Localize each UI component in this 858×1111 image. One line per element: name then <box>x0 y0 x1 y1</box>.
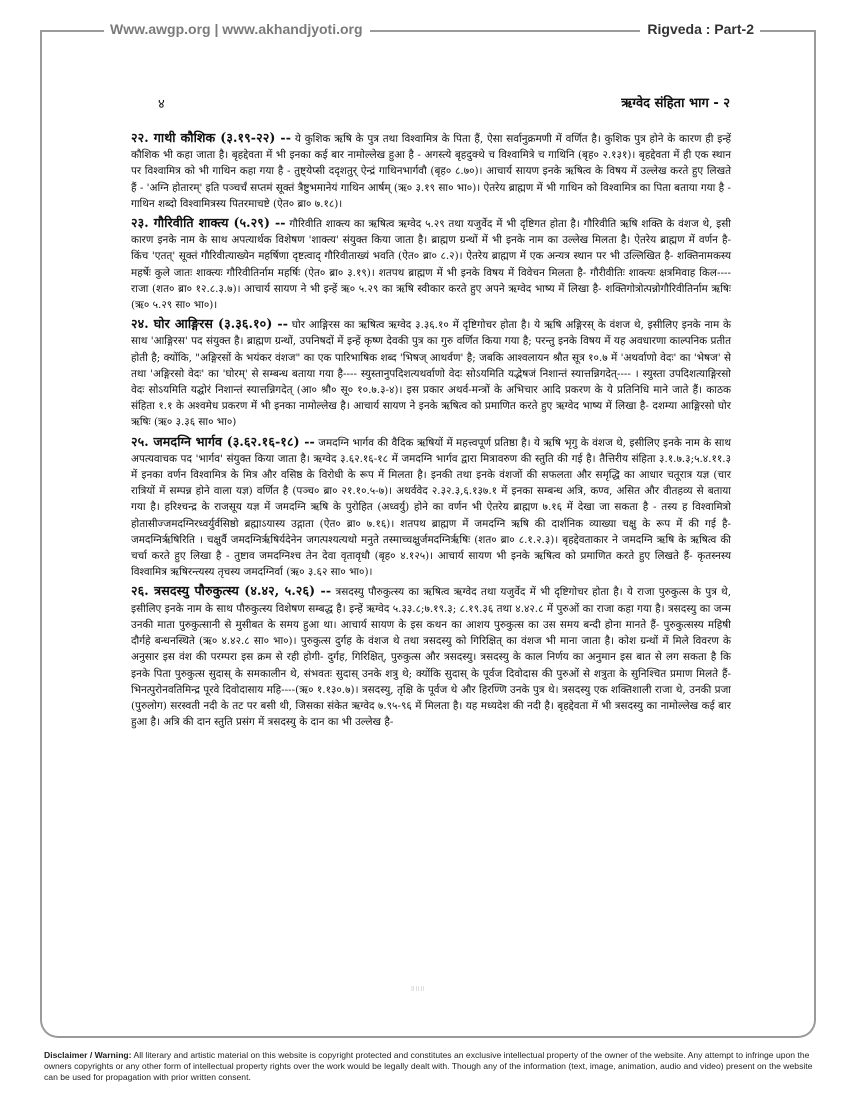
entry-ghora-angirasa <box>131 316 731 430</box>
entry-jamadagni-bhargava <box>131 434 731 581</box>
entry-heading: २३. गौरिवीति शाक्त्य (५.२९) -- <box>131 215 286 231</box>
faint-scan-mark: ॥॥॥ <box>410 984 425 993</box>
entry-gathi-kaushika <box>131 130 731 212</box>
entry-heading: २६. त्रसदस्यु पौरुकुत्स्य (४.४२, ५.२६) -- <box>131 583 332 599</box>
running-head: ऋग्वेद संहिता भाग - २ <box>621 96 730 111</box>
site-links[interactable]: Www.awgp.org | www.akhandjyoti.org <box>104 21 369 37</box>
entry-body: ये कुशिक ऋषि के पुत्र तथा विश्वामित्र के पिता हैं, ऐसा सर्वानुक्रमणी में वर्णित है। कुशिक पुत्र होने के कारण ही इन्हें कौशिक भी कहा जाता है। बृहद्देवता में भी इनका कई बार नामोल्लेख हुआ है - अगस्त्ये बृहदुक्थे च विश्वामित्रे च गाथिनि (बृह० २.१३१)। बृहद्देवता में ही एक स्थान पर विश्वामित्र को भी गाथिन कहा गया है - तुष्ट्येप्सी ददृशतुर् ऐन्द्रं गाथिनभार्गवौ (बृह० ८.७०)। आचार्य सायण इनके ऋषित्व के विषय में उल्लेख करते हुए लिखते हैं - 'अग्नि होतारम्' इति पञ्चर्चं सप्तमं सूक्तं त्रैष्टुभमानेयं गाथिन आर्षम् (ऋ० ३.१९ सा० भा०)। ऐतरेय ब्राह्मण में भी गाथिन को विश्वामित्र का पिता बताया गया है - गाथिन शब्दो विश्वामित्रस्य पितरमाचष्टे (ऐत० ब्रा० ७.१८)। <box>131 133 731 210</box>
page-number: ४ <box>158 97 165 112</box>
entry-body: त्रसदस्यु पौरुकुत्स्य का ऋषित्व ऋग्वेद तथा यजुर्वेद में भी दृष्टिगोचर होता है। ये राजा पुरुकुत्स के पुत्र थे, इसीलिए इनके नाम के साथ पौरुकुत्स्य विशेषण सम्बद्ध है। इन्हें ऋग्वेद ५.३३.८;७.१९.३; ८.१९.३६ तथा ४.४२.८ में पुरुओं का राजा कहा गया है। त्रसदस्यु का जन्म उनकी माता पुरुकुत्सानी से मुसीबत के समय हुआ था। आचार्य सायण के इस कथन का आशय पुरुकुत्स का उस समय बन्दी होना मानते हैं- पुरुकुत्सस्य महिषी दौर्गहे बन्धनस्थिते (ऋ० ४.४२.८ सा० भा०)। पुरुकुत्स दुर्गह के वंशज थे तथा त्रसदस्यु को गिरिक्षित् का वंशज भी माना जाता है। कोश ग्रन्थों में मिले विवरण के अनुसार इस वंश की परम्परा इस क्रम से रही होगी- दुर्गह, गिरिक्षित्, पुरुकुत्स और त्रसदस्यु। त्रसदस्यु के काल निर्णय का अनुमान इस बात से लग सकता है कि इनके पिता पुरुकुत्स सुदास् के समकालीन थे, संभवतः सुदास् उनके शत्रु थे; क्योंकि सुदास् के पूर्वज दिवोदास की पुरुओं से शत्रुता के सुनिश्चित प्रमाण मिलते हैं- भिनत्पुरोनवतिमिन्द्र पूरवे दिवोदासाय महि----(ऋ० १.१३०.७)। त्रसदस्यु, तृक्षि के पूर्वज थे और हिरण्णि उनके पुत्र थे। त्रसदस्यु एक शक्तिशाली राजा थे, उनकी प्रजा (पुरुलोग) सरस्वती नदी के तट पर बसी थी, जिसका संकेत ऋग्वेद ७.९५-९६ में मिलता है। यह मध्यदेश की नदी है। बृहद्देवता में भी त्रसदस्यु का नामोल्लेख कई बार हुआ है। अत्रि की दान स्तुति प्रसंग में त्रसदस्यु के दान का भी उल्लेख है- <box>131 586 731 729</box>
entry-body: गौरिवीति शाक्त्य का ऋषित्व ऋग्वेद ५.२९ तथा यजुर्वेद में भी दृष्टिगत होता है। गौरिवीति ऋषि शक्ति के वंशज थे, इसी कारण इनके नाम के साथ अपत्यार्थक विशेषण 'शाक्त्य' संयुक्त किया जाता है। ब्राह्मण ग्रन्थों में भी इनके नाम का उल्लेख मिलता है। ऐतरेय ब्राह्मण में वर्णन है- किंच 'एतत्' सूक्तं गौरिवीत्याख्येन महर्षिणा दृष्टत्वाद् गौरिवीताख्यं भवति (ऐत० ब्रा० ८.२)। ऐतरेय ब्राह्मण में एक अन्यत्र स्थान पर भी उल्लिखित है- शक्तिनामकस्य महर्षेः कुले जातः शाक्त्यः गौरिवीतिर्नाम महर्षिः (ऐत० ब्रा० ३.१९)। शतपथ ब्राह्मण में भी इनके विषय में विवेचन मिलता है- गौरीवीतिः शाक्त्यः क्षत्रमिवाह किल----राजा (शत० ब्रा० १२.८.३.७)। आचार्य सायण ने भी इन्हें ऋ० ५.२९ का ऋषि स्वीकार करते हुए अपने ऋग्वेद भाष्य में लिखा है- शक्तिगोत्रोत्पन्नोगौरिवीतिर्नाम ऋषिः (ऋ० ५.२९ सा० भा०)। <box>131 218 731 312</box>
disclaimer-label: Disclaimer / Warning: <box>44 1050 132 1060</box>
entry-heading: २५. जमदग्नि भार्गव (३.६२.१६-१८) -- <box>131 433 315 449</box>
document-title: Rigveda : Part-2 <box>641 21 760 37</box>
disclaimer-text: All literary and artistic material on this website is copyright protected and constitutes an exclusive intellectual property of the owner of the website. Any attempt to infringe upon the owners copyrights or any other form of intellectual property rights over the work would be legally dealt with. Though any of the information (text, image, animation, audio and video) present on the website can be used for propagation with prior written consent. <box>44 1050 813 1082</box>
entry-gaurivita-shaktya <box>131 215 731 313</box>
entry-trasadasyu-paurukutsya <box>131 583 731 730</box>
entry-heading: २२. गाथी कौशिक (३.१९-२२) -- <box>131 130 292 145</box>
entry-heading: २४. घोर आङ्गिरस (३.३६.१०) -- <box>131 316 289 332</box>
entry-body: जमदग्नि भार्गव की वैदिक ऋषियों में महत्त्वपूर्ण प्रतिष्ठा है। ये ऋषि भृगु के वंशज थे, इसीलिए इनके नाम के साथ अपत्यवाचक पद 'भार्गव' संयुक्त किया जाता है। ऋग्वेद ३.६२.१६-१८ में जमदग्नि भार्गव द्वारा मित्रावरुण की स्तुति की गई है। तैत्तिरीय संहिता ३.१.७.३;५.४.११.३ में इनका वर्णन विश्वामित्र के मित्र और वसिष्ठ के विरोधी के रूप में मिलता है। इनकी तथा इनके वंशजों की सफलता और समृद्धि का आधार चतूरात्र यज्ञ (चार रात्रियों में सम्पन्न होने वाला यज्ञ) वर्णित है (पञ्च० ब्रा० २१.१०.५-७)। अथर्ववेद २.३२.३,६.१३७.१ में इनका सम्बन्ध अत्रि, कण्व, असित और वीतहव्य से बताया गया है। हरिश्चन्द्र के राजसूय यज्ञ में जमदग्नि ऋषि के पुरोहित (अध्वर्यु) होने का वर्णन भी ऐतरेय ब्राह्मण ७.१६ में देखा जा सकता है - तस्य ह विश्वामित्रो होतासीज्जमदग्निरध्वर्युर्वसिष्ठो ब्रह्माऽयास्य उद्गाता (ऐत० ब्रा० ७.१६)। शतपथ ब्राह्मण में जमदग्नि ऋषि की दार्शनिक व्याख्या चक्षु के रूप में की गई है- जमदग्निर्ऋषिरिति । चक्षुर्वै जमदग्निर्ऋषिर्यदेनेन जगत्पश्यत्यथो मनुते तस्माच्चक्षुर्जमदग्निर्ऋषिः (शत० ब्रा० ८.१.२.३)। बृहद्देवताकार ने जमदग्नि ऋषि के ऋषित्व की चर्चा करते हुए लिखा है - तुष्टाव जमदग्निश्च तेन देवा वृतावृधौ (बृह० ४.१२५)। आचार्य सायण भी इनके ऋषित्व को प्रमाणित करते हुए लिखते हैं- कृतस्नस्य विश्वामित्र ऋषिरन्त्यस्य तृचस्य जमदग्निर्वा (ऋ० ३.६२ सा० भा०)। <box>131 436 731 579</box>
document-content <box>131 130 731 733</box>
disclaimer <box>44 1050 816 1083</box>
entry-body: घोर आङ्गिरस का ऋषित्व ऋग्वेद ३.३६.१० में दृष्टिगोचर होता है। ये ऋषि अङ्गिरस् के वंशज थे, इसीलिए इनके नाम के साथ 'आङ्गिरस' पद संयुक्त है। ब्राह्मण ग्रन्थों, उपनिषदों में इन्हें कृष्ण देवकी पुत्र का गुरु वर्णित किया गया है; परन्तु इनके विषय में यह अवधारणा काल्पनिक प्रतीत होती है; क्योंकि, "अङ्गिरसों के भयंकर वंशज" का एक पारिभाषिक शब्द 'भिषज् आथर्वण' है; जबकि आश्वलायन श्रौत सूत्र १०.७ में 'अथर्वाणो वेदः' का 'भेषज' से तथा 'अङ्गिरसो वेदः' का 'घोरम्' से सम्बन्ध बताया गया है---- स्युस्तानुपदिशत्यथर्वाणो वेदः सोऽयमिति यद्भेषजं निशान्तं स्यात्तन्निगदेत्---- । स्युस्ता उपदिशत्याङ्गिरसो वेदः सोऽयमिति यद्घोरं निशान्तं स्यात्तन्निगदेत् (आ० श्रौ० सू० १०.७.३-४)। इस प्रकार अथर्व-मन्त्रों के अभिचार आदि प्रकरण के ये प्रतिनिधि माने जाते हैं। काठक संहिता १.१ के अश्वमेध प्रकरण में भी इनका नामोल्लेख है। आचार्य सायण ने इनके ऋषित्व को प्रमाणित करते हुए ऋग्वेद भाष्य में लिखा है- दशम्या आङ्गिरसो घोर ऋषिः (ऋ० ३.३६ सा० भा०) <box>131 319 731 429</box>
